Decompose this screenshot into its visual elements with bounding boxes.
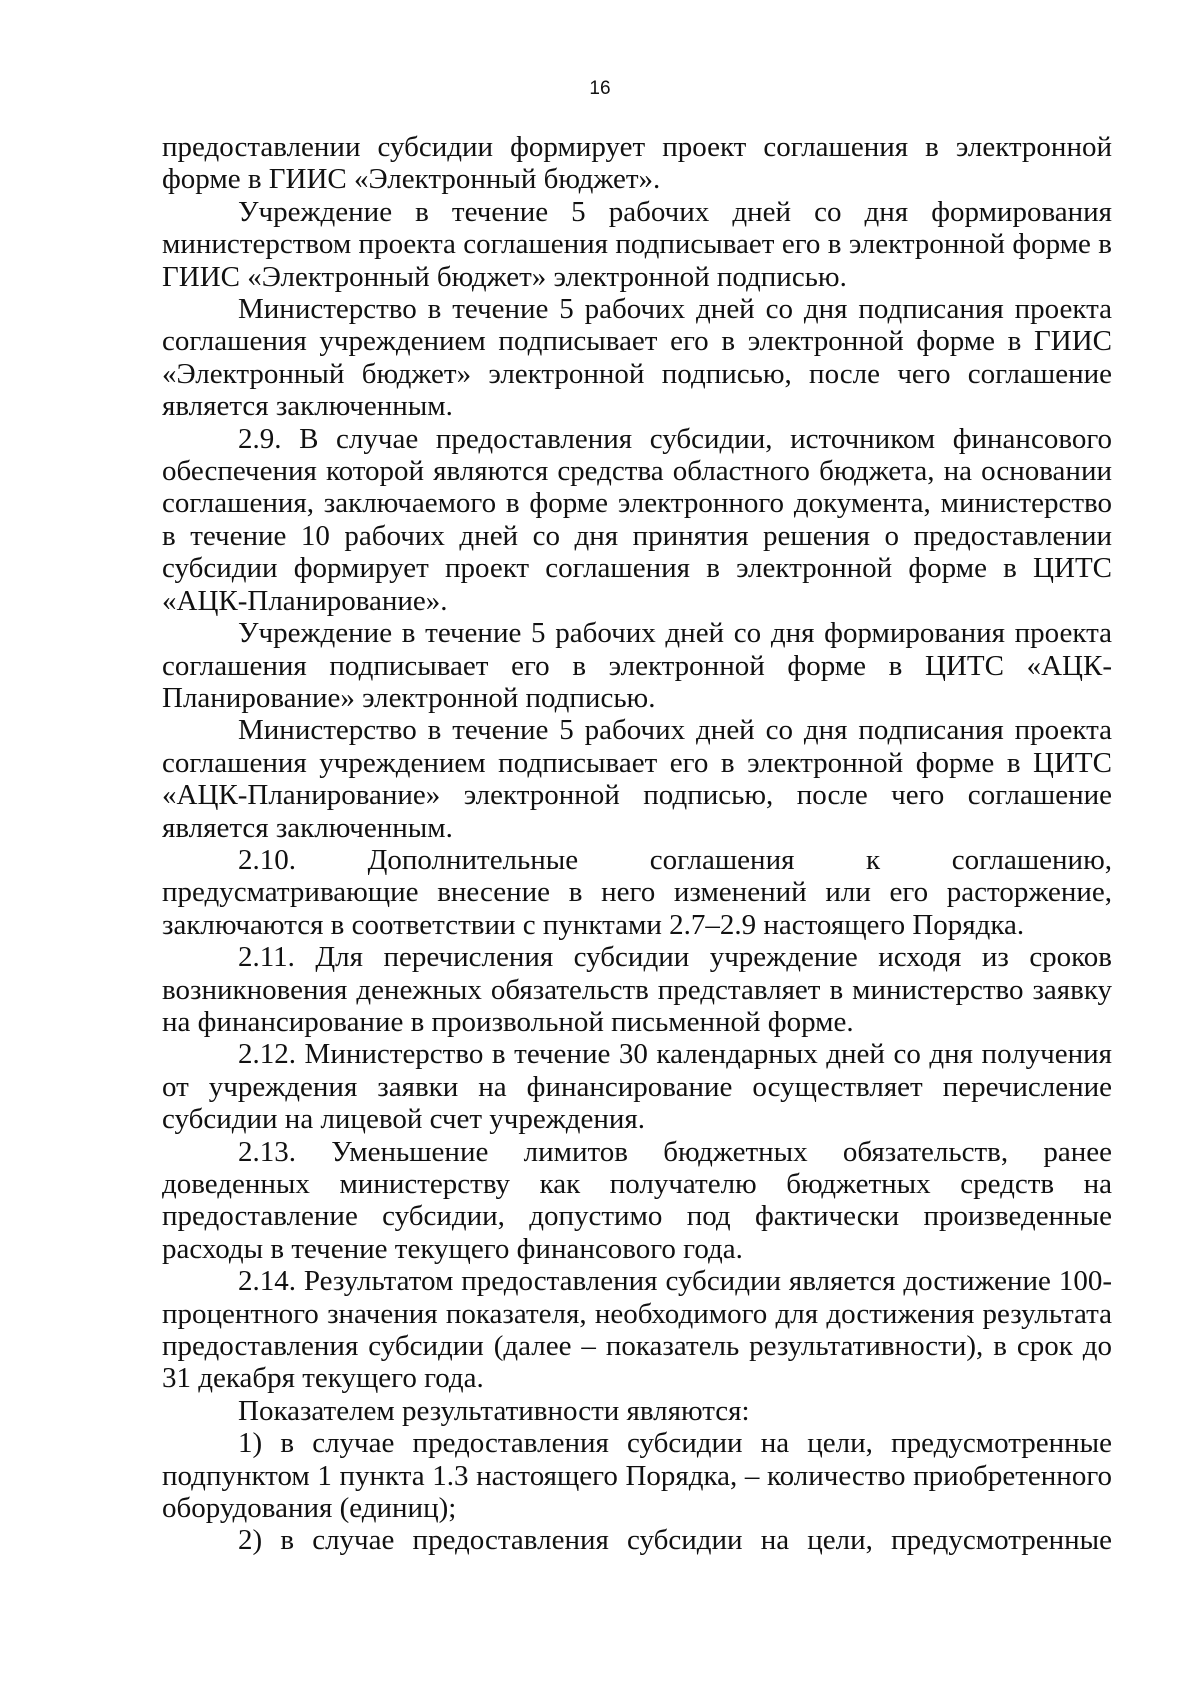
paragraph-institution-signing-cits: Учреждение в течение 5 рабочих дней со дня формирования проекта соглашения подписывает его в электронной форме в ЦИТС «АЦК-Планирование» электронной подписью.	[162, 617, 1112, 714]
paragraph-indicators-heading: Показателем результативности являются:	[238, 1394, 750, 1427]
paragraph-2-14: 2.14. Результатом предоставления субсидии является достижение 100-процентного значения показателя, необходимого для достижения результата предоставления субсидии (далее – показатель результативности), в срок до 31 декабря текущего года.	[162, 1265, 1112, 1395]
paragraph-2-11: 2.11. Для перечисления субсидии учреждение исходя из сроков возникновения денежных обязательств представляет в министерство заявку на финансирование в произвольной письменной форме.	[162, 941, 1112, 1038]
page-number: 16	[589, 78, 611, 99]
paragraph-institution-signing-giis: Учреждение в течение 5 рабочих дней со дня формирования министерством проекта соглашения подписывает его в электронной форме в ГИИС «Электронный бюджет» электронной подписью.	[162, 195, 1112, 293]
document-body	[162, 131, 1112, 1557]
paragraph-2-10: 2.10. Дополнительные соглашения к соглашению, предусматривающие внесение в него изменений или его расторжение, заключаются в соответствии с пунктами 2.7–2.9 настоящего Порядка.	[162, 843, 1112, 941]
paragraph-2-9: 2.9. В случае предоставления субсидии, источником финансового обеспечения которой являются средства областного бюджета, на основании соглашения, заключаемого в форме электронного документа, министерство в течение 10 рабочих дней со дня принятия решения о предоставлении субсидии формирует проект соглашения в электронной форме в ЦИТС «АЦК-Планирование».	[162, 422, 1112, 617]
paragraph-ministry-signing-cits: Министерство в течение 5 рабочих дней со дня подписания проекта соглашения учреждением подписывает его в электронной форме в ЦИТС «АЦК-Планирование» электронной подписью, после чего соглашение является заключенным.	[162, 714, 1112, 844]
paragraph-continuation: предоставлении субсидии формирует проект соглашения в электронной форме в ГИИС «Электронный бюджет».	[162, 131, 1112, 196]
paragraph-indicator-2: 2) в случае предоставления субсидии на цели, предусмотренные	[238, 1524, 1112, 1557]
paragraph-indicator-1: 1) в случае предоставления субсидии на цели, предусмотренные подпунктом 1 пункта 1.3 настоящего Порядка, – количество приобретенного оборудования (единиц);	[162, 1427, 1112, 1525]
paragraph-2-12: 2.12. Министерство в течение 30 календарных дней со дня получения от учреждения заявки на финансирование осуществляет перечисление субсидии на лицевой счет учреждения.	[162, 1038, 1112, 1136]
paragraph-2-13: 2.13. Уменьшение лимитов бюджетных обязательств, ранее доведенных министерству как получателю бюджетных средств на предоставление субсидии, допустимо под фактически произведенные расходы в течение текущего финансового года.	[162, 1135, 1112, 1265]
paragraph-ministry-signing-giis: Министерство в течение 5 рабочих дней со дня подписания проекта соглашения учреждением подписывает его в электронной форме в ГИИС «Электронный бюджет» электронной подписью, после чего соглашение является заключенным.	[162, 293, 1112, 423]
